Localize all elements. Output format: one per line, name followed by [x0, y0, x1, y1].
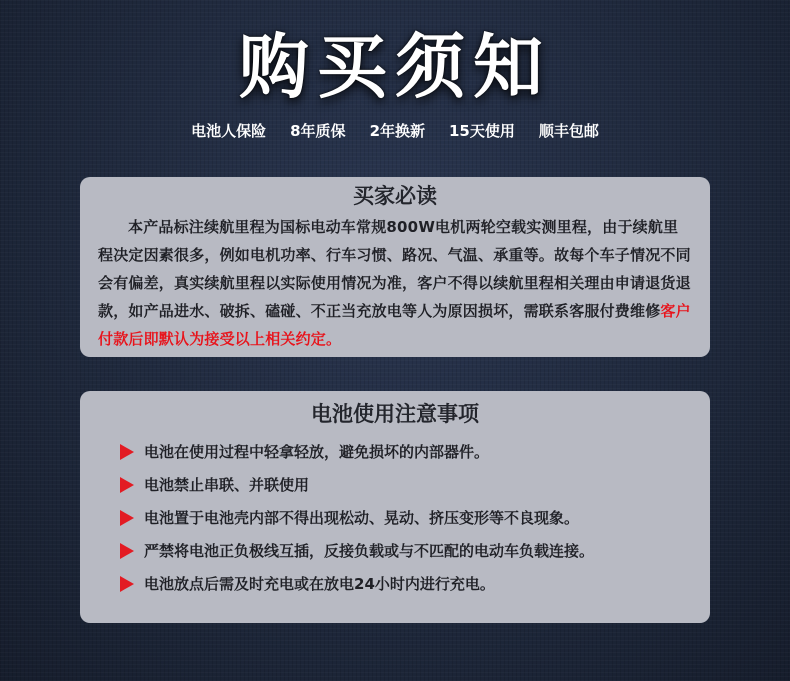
feature-tag-insurance: 电池人保险 — [191, 122, 267, 140]
red-triangle-icon — [120, 576, 134, 592]
buyer-notice-text — [98, 213, 692, 353]
list-item — [120, 435, 692, 468]
list-item — [120, 567, 692, 600]
list-item — [120, 501, 692, 534]
page-title: 购买须知 — [239, 26, 551, 108]
buyer-notice-warning: 客户付款后即默认为接受以上相关约定。 — [98, 302, 691, 348]
usage-notes-heading: 电池使用注意事项 — [311, 402, 479, 426]
buyer-notice-panel — [80, 177, 710, 357]
red-triangle-icon — [120, 510, 134, 526]
buyer-notice-body: 本产品标注续航里程为国标电动车常规800W电机两轮空载实测里程，由于续航里程决定因素很多，例如电机功率、行车习惯、路况、气温、承重等。故每个车子情况不同会有偏差，真实续航里程以实际使用情况为准，客户不得以续航里程相关理由申请退货退款，如产品进水、破拆、磕碰、不正当充放电等人为原因损坏，需联系客服付费维修 — [98, 218, 691, 320]
list-item-text: 电池置于电池壳内部不得出现松动、晃动、挤压变形等不良现象。 — [144, 509, 580, 527]
red-triangle-icon — [120, 543, 134, 559]
list-item — [120, 534, 692, 567]
buyer-notice-heading: 买家必读 — [353, 184, 437, 208]
red-triangle-icon — [120, 444, 134, 460]
list-item-text: 严禁将电池正负极线互插，反接负载或与不匹配的电动车负载连接。 — [144, 542, 595, 560]
feature-tag-shipping: 顺丰包邮 — [538, 122, 599, 140]
list-item-text: 电池在使用过程中轻拿轻放，避免损坏的内部器件。 — [144, 443, 490, 461]
feature-tag-warranty: 8年质保 — [290, 122, 346, 140]
list-item-text: 电池禁止串联、并联使用 — [144, 476, 310, 494]
feature-tags — [0, 120, 790, 141]
list-item-text: 电池放点后需及时充电或在放电24小时内进行充电。 — [144, 575, 495, 593]
feature-tag-replacement: 2年换新 — [369, 122, 425, 140]
red-triangle-icon — [120, 477, 134, 493]
usage-notes-list — [120, 435, 692, 600]
list-item — [120, 468, 692, 501]
usage-notes-panel — [80, 391, 710, 623]
feature-tag-trial: 15天使用 — [449, 122, 515, 140]
